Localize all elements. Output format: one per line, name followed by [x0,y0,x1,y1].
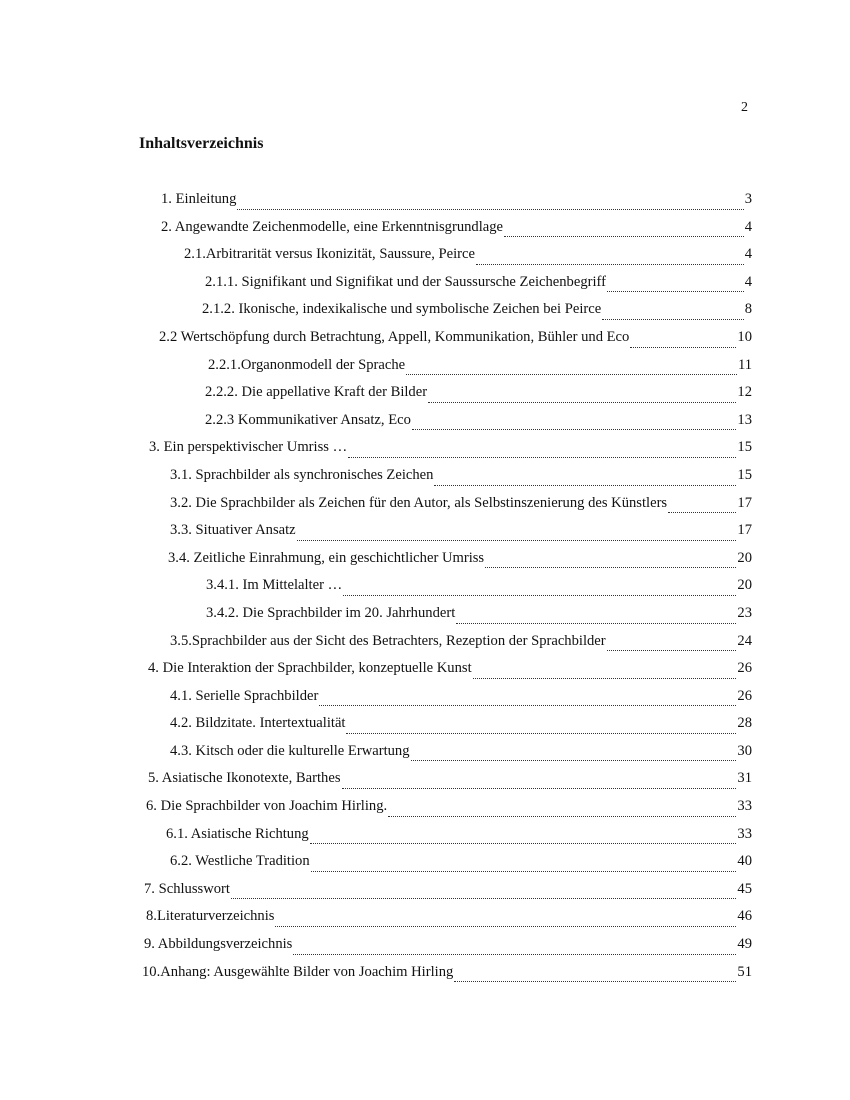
toc-entry-page: 12 [737,384,752,401]
toc-entry-label: 4. Die Interaktion der Sprachbilder, konzeptuelle Kunst [148,660,472,677]
toc-entry[interactable] [142,964,752,992]
dot-leader [476,263,744,265]
toc-entry-label: 2.2.2. Die appellative Kraft der Bilder [205,384,428,401]
toc-entry[interactable] [205,384,752,412]
toc-entry-page: 24 [737,632,752,649]
toc-entry-page: 40 [737,853,752,870]
dot-leader [456,622,736,624]
dot-leader [434,484,736,486]
toc-entry[interactable] [205,274,752,302]
dot-leader [237,208,743,210]
toc-entry-page: 15 [737,439,752,456]
dot-leader [411,759,737,761]
toc-entry-label: 3.5.Sprachbilder aus der Sicht des Betrachters, Rezeption der Sprachbilder [170,632,606,649]
toc-entry[interactable] [170,853,752,881]
toc-entry-label: 3. Ein perspektivischer Umriss … [149,439,348,456]
toc-entry-page: 10 [737,328,752,345]
toc-entry-label: 2. Angewandte Zeichenmodelle, eine Erkenntnisgrundlage [161,218,504,235]
toc-entry-page: 23 [737,604,752,621]
toc-entry-label: 3.1. Sprachbilder als synchronisches Zeichen [170,466,434,483]
toc-entry-label: 7. Schlusswort [144,880,230,897]
page-number: 2 [741,100,748,115]
dot-leader [412,428,737,430]
toc-entry-label: 4.2. Bildzitate. Intertextualität [170,715,346,732]
toc-entry-page: 51 [737,963,752,980]
dot-leader [607,290,744,292]
toc-entry-label: 2.2.1.Organonmodell der Sprache [208,356,406,373]
toc-entry-page: 3 [744,191,752,207]
toc-entry-label: 2.1.2. Ikonische, indexikalische und symbolische Zeichen bei Peirce [202,301,602,318]
toc-entry[interactable] [148,660,752,688]
toc-entry[interactable] [170,495,752,523]
toc-entry-page: 28 [737,715,752,732]
toc-entry[interactable] [170,467,752,495]
toc-entry-label: 3.4.1. Im Mittelalter … [206,577,343,594]
toc-entry-page: 17 [737,522,752,539]
toc-entry-page: 45 [737,880,752,897]
toc-entry-label: 10.Anhang: Ausgewählte Bilder von Joachim Hirling [142,963,454,980]
table-of-contents [0,191,850,991]
toc-entry-label: 3.4. Zeitliche Einrahmung, ein geschichtlicher Umriss [168,549,485,566]
toc-entry-page: 20 [737,549,752,566]
toc-entry[interactable] [170,743,752,771]
toc-entry-page: 11 [737,356,752,373]
toc-entry[interactable] [144,936,752,964]
toc-entry-label: 2.2.3 Kommunikativer Ansatz, Eco [205,411,411,428]
toc-entry[interactable] [205,412,752,440]
dot-leader [602,318,744,320]
toc-entry-label: 9. Abbildungsverzeichnis [144,936,293,953]
dot-leader [275,925,736,927]
toc-entry-page: 26 [737,660,752,677]
dot-leader [231,897,736,899]
toc-entry-page: 13 [737,411,752,428]
toc-entry-page: 46 [737,908,752,925]
toc-entry[interactable] [149,439,752,467]
toc-entry-label: 2.1.1. Signifikant und Signifikat und der Saussursche Zeichenbegriff [205,273,606,290]
toc-entry[interactable] [170,522,752,550]
toc-entry[interactable] [170,633,752,661]
toc-entry-page: 30 [737,742,752,759]
toc-entry-page: 31 [737,770,752,787]
toc-entry-page: 20 [737,577,752,594]
toc-entry-page: 33 [737,798,752,815]
toc-entry[interactable] [206,605,752,633]
toc-entry[interactable] [146,908,752,936]
toc-entry-label: 8.Literaturverzeichnis [146,908,275,925]
dot-leader [348,456,736,458]
toc-entry[interactable] [159,329,752,357]
toc-entry[interactable] [206,577,752,605]
dot-leader [388,815,736,817]
dot-leader [473,677,737,679]
toc-entry-page: 4 [744,218,752,235]
toc-entry-label: 4.1. Serielle Sprachbilder [170,687,319,704]
toc-entry[interactable] [166,826,752,854]
toc-entry-page: 8 [744,301,752,318]
dot-leader [310,842,737,844]
toc-entry-label: 1. Einleitung [161,191,237,207]
toc-entry-label: 3.2. Die Sprachbilder als Zeichen für den Autor, als Selbstinszenierung des Künstlers [170,494,668,511]
toc-entry-page: 4 [744,273,752,290]
dot-leader [297,539,737,541]
toc-entry[interactable] [161,191,752,219]
dot-leader [485,566,736,568]
toc-title: Inhaltsverzeichnis [139,135,264,152]
dot-leader [346,732,736,734]
dot-leader [428,401,736,403]
toc-entry-label: 3.3. Situativer Ansatz [170,522,296,539]
toc-entry[interactable] [168,550,752,578]
dot-leader [504,235,744,237]
dot-leader [342,787,737,789]
dot-leader [607,649,737,651]
toc-entry-label: 2.2 Wertschöpfung durch Betrachtung, Appell, Kommunikation, Bühler und Eco [159,328,630,345]
toc-entry-page: 17 [737,494,752,511]
toc-entry-label: 5. Asiatische Ikonotexte, Barthes [148,770,341,787]
toc-entry-page: 15 [737,466,752,483]
toc-entry[interactable] [161,219,752,247]
toc-entry-label: 6.2. Westliche Tradition [170,853,310,870]
toc-entry-page: 4 [744,246,752,263]
toc-entry-label: 6. Die Sprachbilder von Joachim Hirling. [146,798,388,815]
toc-entry[interactable] [184,246,752,274]
toc-entry-page: 33 [737,825,752,842]
dot-leader [343,594,736,596]
dot-leader [406,373,737,375]
dot-leader [293,953,736,955]
dot-leader [319,704,736,706]
toc-entry-label: 6.1. Asiatische Richtung [166,825,309,842]
toc-entry[interactable] [144,881,752,909]
dot-leader [454,980,736,982]
toc-entry[interactable] [170,688,752,716]
toc-entry[interactable] [170,715,752,743]
toc-entry[interactable] [148,770,752,798]
dot-leader [630,346,736,348]
toc-entry-page: 26 [737,687,752,704]
toc-entry[interactable] [208,357,752,385]
toc-entry-label: 3.4.2. Die Sprachbilder im 20. Jahrhundert [206,604,456,621]
toc-entry[interactable] [202,301,752,329]
toc-entry-page: 49 [737,936,752,953]
dot-leader [668,511,736,513]
toc-entry-label: 2.1.Arbitrarität versus Ikonizität, Saussure, Peirce [184,246,475,263]
dot-leader [311,870,737,872]
toc-entry-label: 4.3. Kitsch oder die kulturelle Erwartung [170,742,410,759]
toc-entry[interactable] [146,798,752,826]
